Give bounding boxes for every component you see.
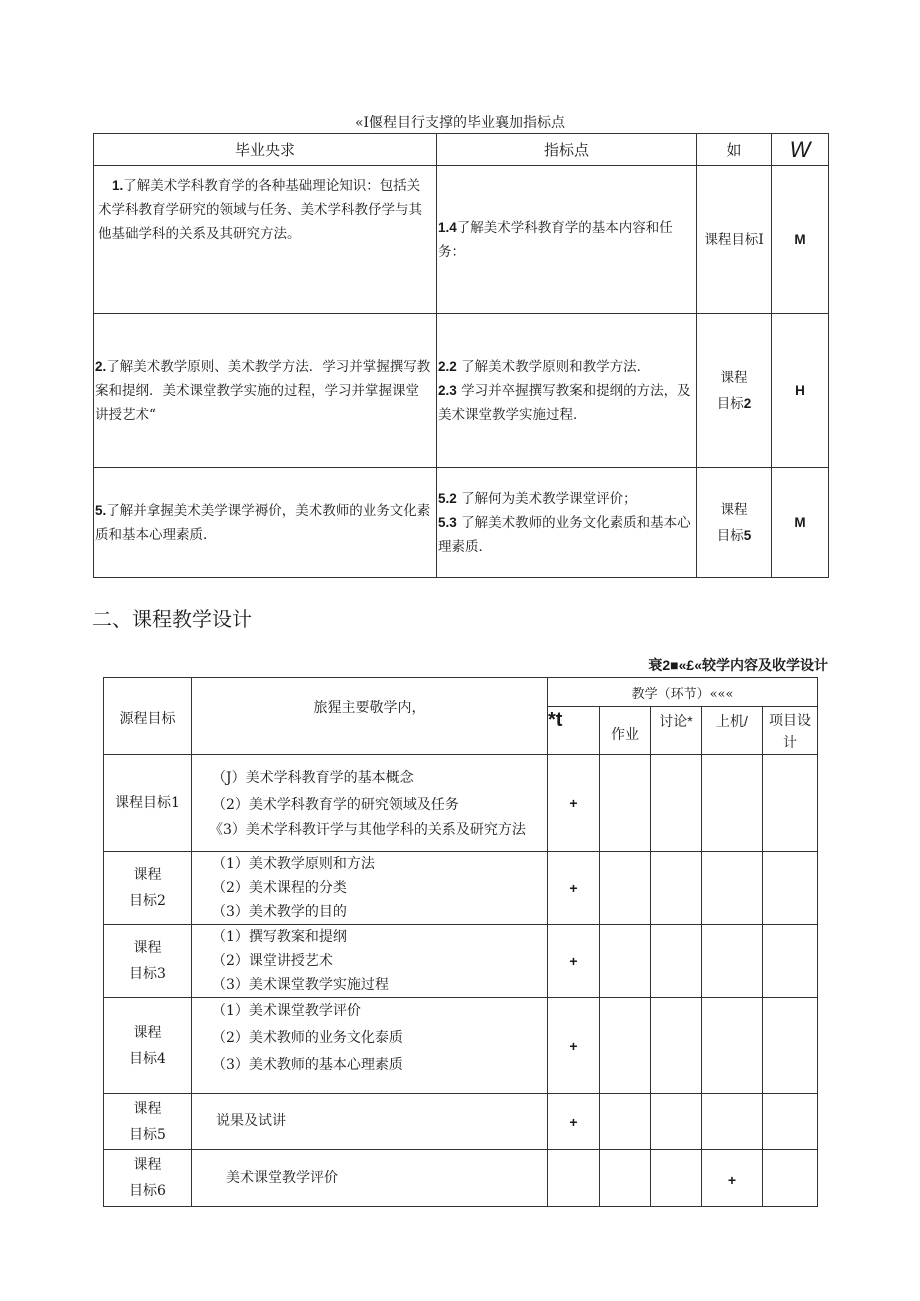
table1-caption: «I偃程目行支撑的毕业襄加指标点 [354,115,566,131]
content-item: （2）美术教师的业务文化泰质 [212,1030,403,1046]
mark-homework [600,755,651,852]
graduation-requirements-table [93,133,829,578]
indicator-cell [437,314,697,468]
mark-project [763,1150,818,1207]
indicator-number: 2.3 [438,382,457,398]
table1-row [94,314,829,468]
content-cell [192,925,548,998]
goal-cell: 课程 目标5 [697,468,772,578]
table1-row [94,166,829,314]
content-item: （1）美术课堂教学评价 [212,1003,361,1019]
header-level: W [772,134,829,166]
content-cell [192,755,548,852]
header-goal: 如 [697,134,772,166]
table1-row [94,468,829,578]
mark-lecture: + [548,852,600,925]
mark-lecture: + [548,998,600,1094]
header-content: 旅猩主要敬学内， [192,678,548,755]
goal-cell [697,166,772,314]
mark-discussion [651,1150,702,1207]
header-requirement: 毕业央求 [94,134,437,166]
header-course-goal: 源程目标 [104,678,192,755]
table2-row [104,1094,818,1150]
content-cell [192,852,548,925]
mark-homework [600,925,651,998]
indicator-text: 学习并卒握撰写教案和提纲的方法，及美术课堂教学实施过程． [438,382,691,423]
goal-cell: 课程 目标2 [697,314,772,468]
level-cell: M [772,166,829,314]
requirement-text: 了解美术学科教育学的各种基础理论知识：包括关术学科教育学研究的领域与任务、美术学科教伃学与其他基础学科的关系及其研究方法。 [98,178,422,242]
content-item: （1）美术教学原则和方法 [212,856,375,872]
indicator-number: 1.4 [438,219,457,235]
mark-project [763,852,818,925]
mark-homework [600,1094,651,1150]
mark-project [763,755,818,852]
mark-lab: + [702,1150,763,1207]
mark-lecture: + [548,1094,600,1150]
mark-project [763,998,818,1094]
course-goal-cell: 课程 目标6 [104,1150,192,1207]
mark-homework [600,998,651,1094]
header-teaching-stages: 教学（环节）««« [548,678,818,707]
mark-discussion [651,755,702,852]
content-item: （1）撰写教案和提纲 [212,929,347,945]
indicator-number: 5.3 [438,514,457,530]
subheader-lab: 上机/ [702,707,763,755]
content-item: （2）美术学科教育学的研究领域及任务 [212,796,459,813]
requirement-number: 2. [95,358,107,374]
requirement-cell [94,314,437,468]
mark-lecture: + [548,755,600,852]
goal-label: 课程 [720,501,748,518]
table2-header-row [104,678,818,707]
requirement-cell [94,468,437,578]
mark-lab [702,852,763,925]
content-cell [192,1094,548,1150]
content-item: （3）美术课堂教学实施过程 [212,977,389,993]
course-goal-cell: 课程 目标2 [104,852,192,925]
table2-row [104,852,818,925]
mark-lecture [548,1150,600,1207]
content-item: 说果及试讲 [216,1113,286,1129]
mark-lab [702,925,763,998]
mark-homework [600,852,651,925]
mark-discussion [651,998,702,1094]
teaching-design-table [103,677,818,1207]
level-cell: H [772,314,829,468]
indicator-number: 5.2 [438,490,457,506]
goal-label: 目标 [716,395,744,412]
course-goal-cell: 课程 目标4 [104,998,192,1094]
table1-header-row [94,134,829,166]
course-goal-cell: 课程 目标5 [104,1094,192,1150]
content-item: 美术课堂教学评价 [226,1169,338,1186]
mark-project [763,1094,818,1150]
mark-homework [600,1150,651,1207]
mark-lab [702,755,763,852]
level-cell: M [772,468,829,578]
mark-lab [702,998,763,1094]
content-item: （J）美术学科教育学的基本概念 [212,769,414,786]
indicator-text: 了解美术教师的业务文化素质和基本心理素质． [438,514,691,555]
content-cell [192,1150,548,1207]
content-item: （3）美术教学的目的 [212,904,347,920]
table2-row [104,755,818,852]
goal-label: 课程目标I [704,231,764,248]
content-cell [192,998,548,1094]
mark-discussion [651,925,702,998]
mark-lecture: + [548,925,600,998]
goal-label: 课程 [720,369,748,386]
indicator-cell [437,166,697,314]
indicator-text: 了解美术教学原则和教学方法． [456,358,651,375]
content-item: 《3）美术学科教讦学与其他学科的关系及研究方法 [209,821,526,838]
subheader-discussion: 讨论* [651,707,702,755]
indicator-text: 了解美术学科教育学的基本内容和任务： [438,219,673,260]
requirement-cell [94,166,437,314]
table2-caption: 衰2■«£«较学内容及收学设计 [648,657,828,673]
requirement-number: 5. [95,502,107,518]
subheader-project: 项目设计 [763,707,818,755]
header-indicator: 指标点 [437,134,697,166]
mark-discussion [651,852,702,925]
section-heading: 二、课程教学设计 [92,609,252,631]
mark-project [763,925,818,998]
requirement-text: 了解并拿握美术美学课学褥价，美术教师的业务文化素质和基本心理素质． [95,502,431,543]
requirement-number: 1. [112,178,124,193]
indicator-text: 了解何为美术教学课堂评价； [456,490,637,507]
subheader-homework: 作业 [600,707,651,755]
mark-discussion [651,1094,702,1150]
indicator-cell [437,468,697,578]
table2-row [104,925,818,998]
table2-row [104,1150,818,1207]
course-goal-cell: 课程 目标3 [104,925,192,998]
table2-row [104,998,818,1094]
subheader-lecture: *t [548,707,600,755]
indicator-number: 2.2 [438,358,457,374]
course-goal-cell: 课程目标1 [104,755,192,852]
requirement-text: 了解美术教学原则、美术教学方法．学习并掌握撰写教案和提纲．美术课堂教学实施的过程，学习并掌握课堂讲授艺术“ [95,358,431,423]
mark-lab [702,1094,763,1150]
content-item: （2）美术课程的分类 [212,880,347,896]
content-item: （3）美术教师的基本心理素质 [212,1057,403,1073]
content-item: （2）课堂讲授艺术 [212,953,333,969]
